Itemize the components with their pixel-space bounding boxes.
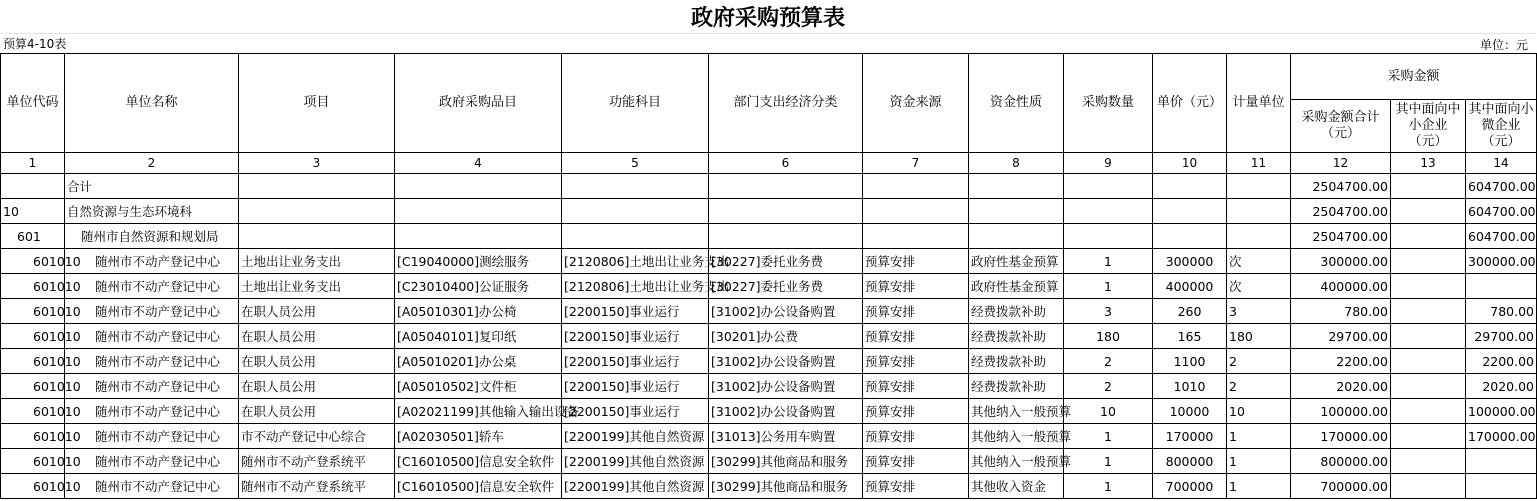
procurement-item-cell [395,199,562,224]
econ-class-cell: [30227]委托业务费 [709,274,863,299]
quantity-cell: 1 [1064,249,1153,274]
project-cell: 土地出让业务支出 [239,274,395,299]
unit-code-cell [1,174,65,199]
procurement-item-cell: [C16010500]信息安全软件 [395,474,562,499]
quantity-cell [1064,199,1153,224]
amount-sme-cell [1391,199,1466,224]
measure-unit-cell [1227,174,1291,199]
header-gridline [0,33,1536,54]
amount-micro-cell [1466,274,1537,299]
col-index: 6 [709,153,863,174]
col-econ-class: 部门支出经济分类 [709,54,863,153]
amount-total-cell: 2504700.00 [1291,224,1391,249]
project-cell [239,174,395,199]
measure-unit-cell: 180 [1227,324,1291,349]
econ-class-cell [709,199,863,224]
unit-code-cell: 601010 [1,349,65,374]
procurement-item-cell: [A05040101]复印纸 [395,324,562,349]
quantity-cell [1064,174,1153,199]
column-index-row [1,153,1537,174]
table-row[interactable] [1,249,1537,274]
table-row[interactable] [1,324,1537,349]
fund-nature-cell: 经费拨款补助 [969,299,1064,324]
procurement-item-cell: [A02030501]轿车 [395,424,562,449]
econ-class-cell: [30299]其他商品和服务 [709,474,863,499]
fund-nature-cell: 政府性基金预算 [969,274,1064,299]
unit-name-cell: 随州市不动产登记中心 [65,374,239,399]
function-subject-cell [562,224,709,249]
col-project: 项目 [239,54,395,153]
function-subject-cell: [2200150]事业运行 [562,374,709,399]
unit-code-cell: 601010 [1,474,65,499]
col-index: 1 [1,153,65,174]
quantity-cell: 1 [1064,274,1153,299]
unit-code-cell: 601010 [1,399,65,424]
amount-sme-cell [1391,174,1466,199]
fund-source-cell: 预算安排 [863,374,969,399]
unit-name-cell: 随州市不动产登记中心 [65,474,239,499]
unit-price-cell [1153,174,1227,199]
col-amount-sme: 其中面向中小企业（元） [1391,100,1466,153]
col-index: 4 [395,153,562,174]
econ-class-cell: [30201]办公费 [709,324,863,349]
col-index: 13 [1391,153,1466,174]
amount-sme-cell [1391,274,1466,299]
unit-code-cell: 601010 [1,374,65,399]
unit-price-cell: 800000 [1153,449,1227,474]
unit-label: 单位：元 [1479,38,1528,52]
procurement-item-cell: [A05010502]文件柜 [395,374,562,399]
col-index: 14 [1466,153,1537,174]
econ-class-cell: [30299]其他商品和服务 [709,449,863,474]
project-cell: 市不动产登记中心综合 [239,424,395,449]
measure-unit-cell: 次 [1227,249,1291,274]
unit-price-cell: 300000 [1153,249,1227,274]
amount-micro-cell: 29700.00 [1466,324,1537,349]
function-subject-cell: [2200150]事业运行 [562,299,709,324]
function-subject-cell: [2200150]事业运行 [562,324,709,349]
econ-class-cell: [30227]委托业务费 [709,249,863,274]
table-row[interactable] [1,274,1537,299]
project-cell: 随州市不动产登系统平 [239,449,395,474]
amount-total-cell: 100000.00 [1291,399,1391,424]
measure-unit-cell: 1 [1227,474,1291,499]
function-subject-cell: [2120806]土地出让业务支出 [562,249,709,274]
col-index: 8 [969,153,1064,174]
econ-class-cell [709,224,863,249]
project-cell: 随州市不动产登系统平 [239,474,395,499]
amount-total-cell: 300000.00 [1291,249,1391,274]
table-row[interactable] [1,424,1537,449]
unit-price-cell: 1010 [1153,374,1227,399]
amount-micro-cell [1466,449,1537,474]
procurement-item-cell: [A02021199]其他输入输出设备 [395,399,562,424]
econ-class-cell [709,174,863,199]
amount-total-cell: 2504700.00 [1291,199,1391,224]
measure-unit-cell: 10 [1227,399,1291,424]
measure-unit-cell: 1 [1227,449,1291,474]
budget-table [0,53,1537,499]
amount-sme-cell [1391,449,1466,474]
procurement-item-cell [395,224,562,249]
fund-nature-cell [969,199,1064,224]
fund-source-cell: 预算安排 [863,349,969,374]
col-amount-total: 采购金额合计（元） [1291,100,1391,153]
amount-total-cell: 700000.00 [1291,474,1391,499]
unit-price-cell [1153,224,1227,249]
procurement-item-cell: [A05010301]办公椅 [395,299,562,324]
fund-nature-cell [969,174,1064,199]
amount-micro-cell: 604700.00 [1466,174,1537,199]
fund-nature-cell [969,224,1064,249]
unit-code-cell: 10 [1,199,65,224]
amount-sme-cell [1391,249,1466,274]
unit-name-cell: 随州市不动产登记中心 [65,349,239,374]
table-row[interactable] [1,224,1537,249]
quantity-cell: 180 [1064,324,1153,349]
project-cell: 在职人员公用 [239,399,395,424]
project-cell: 在职人员公用 [239,349,395,374]
amount-micro-cell [1466,474,1537,499]
amount-sme-cell [1391,349,1466,374]
function-subject-cell [562,174,709,199]
function-subject-cell: [2200150]事业运行 [562,349,709,374]
unit-name-cell: 随州市不动产登记中心 [65,249,239,274]
unit-name-cell: 随州市不动产登记中心 [65,399,239,424]
amount-sme-cell [1391,474,1466,499]
fund-source-cell [863,174,969,199]
table-row[interactable] [1,474,1537,499]
amount-sme-cell [1391,399,1466,424]
unit-name-cell: 随州市不动产登记中心 [65,299,239,324]
fund-source-cell: 预算安排 [863,299,969,324]
amount-sme-cell [1391,299,1466,324]
unit-code-cell: 601010 [1,249,65,274]
procurement-item-cell [395,174,562,199]
col-unit-name: 单位名称 [65,54,239,153]
table-row[interactable] [1,374,1537,399]
unit-name-cell: 随州市不动产登记中心 [65,424,239,449]
unit-price-cell: 165 [1153,324,1227,349]
page-title: 政府采购预算表 [690,5,845,31]
quantity-cell: 1 [1064,424,1153,449]
fund-nature-cell: 其他纳入一般预算 [969,424,1064,449]
project-cell: 土地出让业务支出 [239,249,395,274]
unit-name-cell: 随州市不动产登记中心 [65,324,239,349]
quantity-cell: 10 [1064,399,1153,424]
function-subject-cell: [2200150]事业运行 [562,399,709,424]
col-amount-micro: 其中面向小微企业（元） [1466,100,1537,153]
amount-total-cell: 2020.00 [1291,374,1391,399]
amount-micro-cell: 604700.00 [1466,199,1537,224]
unit-price-cell [1153,199,1227,224]
unit-code-cell: 601010 [1,274,65,299]
measure-unit-cell [1227,199,1291,224]
unit-name-cell: 随州市自然资源和规划局 [65,224,239,249]
quantity-cell: 2 [1064,374,1153,399]
fund-source-cell [863,224,969,249]
col-index: 12 [1291,153,1391,174]
project-cell: 在职人员公用 [239,374,395,399]
procurement-item-cell: [C23010400]公证服务 [395,274,562,299]
col-unit-code: 单位代码 [1,54,65,153]
fund-source-cell: 预算安排 [863,399,969,424]
amount-sme-cell [1391,424,1466,449]
amount-total-cell: 2504700.00 [1291,174,1391,199]
amount-micro-cell: 2200.00 [1466,349,1537,374]
measure-unit-cell: 3 [1227,299,1291,324]
unit-name-cell: 随州市不动产登记中心 [65,449,239,474]
fund-nature-cell: 其他纳入一般预算 [969,399,1064,424]
measure-unit-cell: 2 [1227,349,1291,374]
fund-source-cell: 预算安排 [863,249,969,274]
col-index: 9 [1064,153,1153,174]
amount-micro-cell: 604700.00 [1466,224,1537,249]
unit-price-cell: 10000 [1153,399,1227,424]
amount-micro-cell: 780.00 [1466,299,1537,324]
project-cell [239,224,395,249]
fund-nature-cell: 其他收入资金 [969,474,1064,499]
col-index: 2 [65,153,239,174]
quantity-cell: 3 [1064,299,1153,324]
unit-price-cell: 1100 [1153,349,1227,374]
econ-class-cell: [31002]办公设备购置 [709,399,863,424]
quantity-cell [1064,224,1153,249]
unit-name-cell: 自然资源与生态环境科 [65,199,239,224]
amount-total-cell: 800000.00 [1291,449,1391,474]
unit-price-cell: 700000 [1153,474,1227,499]
unit-price-cell: 260 [1153,299,1227,324]
col-quantity: 采购数量 [1064,54,1153,153]
col-index: 10 [1153,153,1227,174]
col-index: 3 [239,153,395,174]
procurement-item-cell: [C16010500]信息安全软件 [395,449,562,474]
econ-class-cell: [31002]办公设备购置 [709,374,863,399]
fund-source-cell: 预算安排 [863,324,969,349]
unit-price-cell: 170000 [1153,424,1227,449]
unit-code-cell: 601010 [1,299,65,324]
col-fund-source: 资金来源 [863,54,969,153]
col-amount-group: 采购金额 [1291,54,1537,100]
col-index: 5 [562,153,709,174]
econ-class-cell: [31002]办公设备购置 [709,349,863,374]
unit-code-cell: 601 [1,224,65,249]
col-measure-unit: 计量单位 [1227,54,1291,153]
unit-price-cell: 400000 [1153,274,1227,299]
amount-total-cell: 170000.00 [1291,424,1391,449]
econ-class-cell: [31002]办公设备购置 [709,299,863,324]
function-subject-cell: [2200199]其他自然资源 [562,424,709,449]
project-cell [239,199,395,224]
unit-code-cell: 601010 [1,424,65,449]
unit-name-cell: 合计 [65,174,239,199]
quantity-cell: 1 [1064,449,1153,474]
fund-source-cell: 预算安排 [863,274,969,299]
table-code: 预算4-10表 [3,37,67,51]
amount-micro-cell: 100000.00 [1466,399,1537,424]
procurement-item-cell: [C19040000]测绘服务 [395,249,562,274]
table-row[interactable] [1,449,1537,474]
function-subject-cell: [2200199]其他自然资源 [562,449,709,474]
project-cell: 在职人员公用 [239,324,395,349]
col-index: 11 [1227,153,1291,174]
function-subject-cell: [2120806]土地出让业务支出 [562,274,709,299]
unit-code-cell: 601010 [1,324,65,349]
amount-sme-cell [1391,374,1466,399]
fund-nature-cell: 经费拨款补助 [969,324,1064,349]
amount-total-cell: 29700.00 [1291,324,1391,349]
col-index: 7 [863,153,969,174]
fund-source-cell: 预算安排 [863,474,969,499]
quantity-cell: 1 [1064,474,1153,499]
unit-name-cell: 随州市不动产登记中心 [65,274,239,299]
fund-source-cell: 预算安排 [863,424,969,449]
amount-total-cell: 2200.00 [1291,349,1391,374]
procurement-item-cell: [A05010201]办公桌 [395,349,562,374]
unit-code-cell: 601010 [1,449,65,474]
table-row[interactable] [1,399,1537,424]
function-subject-cell [562,199,709,224]
amount-micro-cell: 170000.00 [1466,424,1537,449]
fund-nature-cell: 其他纳入一般预算 [969,449,1064,474]
amount-micro-cell: 2020.00 [1466,374,1537,399]
measure-unit-cell: 2 [1227,374,1291,399]
table-row[interactable] [1,199,1537,224]
col-procurement-item: 政府采购品目 [395,54,562,153]
table-row[interactable] [1,174,1537,199]
measure-unit-cell: 1 [1227,424,1291,449]
fund-nature-cell: 政府性基金预算 [969,249,1064,274]
amount-sme-cell [1391,224,1466,249]
fund-source-cell: 预算安排 [863,449,969,474]
fund-nature-cell: 经费拨款补助 [969,349,1064,374]
quantity-cell: 2 [1064,349,1153,374]
measure-unit-cell: 次 [1227,274,1291,299]
amount-micro-cell: 300000.00 [1466,249,1537,274]
amount-total-cell: 780.00 [1291,299,1391,324]
function-subject-cell: [2200199]其他自然资源 [562,474,709,499]
amount-sme-cell [1391,324,1466,349]
col-unit-price: 单价（元） [1153,54,1227,153]
measure-unit-cell [1227,224,1291,249]
fund-nature-cell: 经费拨款补助 [969,374,1064,399]
amount-total-cell: 400000.00 [1291,274,1391,299]
table-row[interactable] [1,349,1537,374]
table-row[interactable] [1,299,1537,324]
project-cell: 在职人员公用 [239,299,395,324]
fund-source-cell [863,199,969,224]
col-function-subject: 功能科目 [562,54,709,153]
col-fund-nature: 资金性质 [969,54,1064,153]
econ-class-cell: [31013]公务用车购置 [709,424,863,449]
